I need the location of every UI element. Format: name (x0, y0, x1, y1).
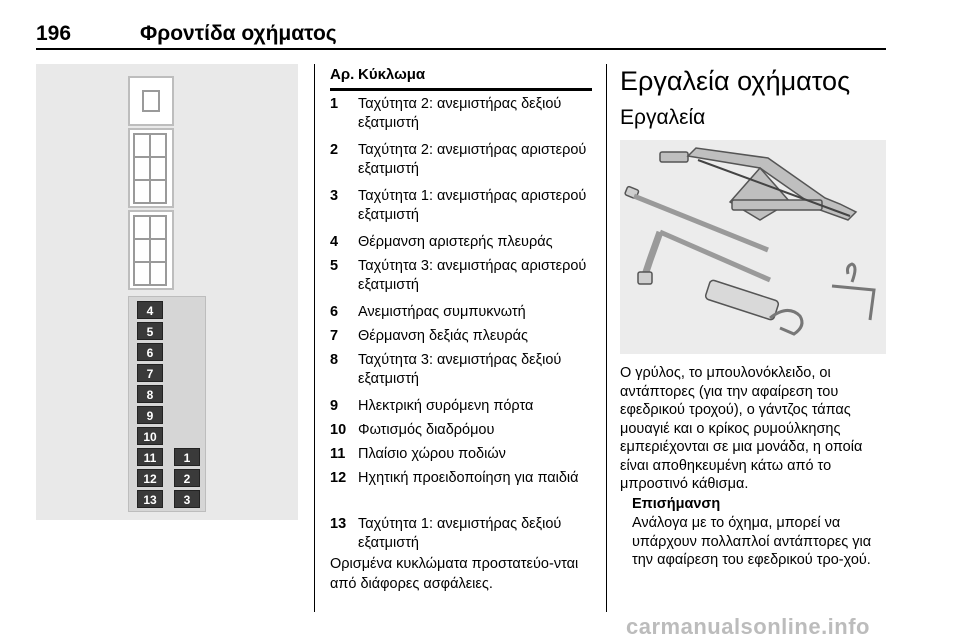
row-text: Θέρμανση δεξιάς πλευράς (358, 328, 528, 344)
watermark: carmanualsonline.info (626, 614, 870, 639)
row-text: Ταχύτητα 2: ανεμιστήρας αριστερού εξατμιστή (358, 142, 587, 177)
row-text: Ταχύτητα 1: ανεμιστήρας αριστερού εξατμιστή (358, 188, 587, 223)
fuse-11: 11 (137, 448, 163, 466)
row-number: 11 (330, 446, 346, 462)
row-text: Ταχύτητα 3: ανεμιστήρας δεξιού εξατμιστή (358, 352, 562, 387)
row-text: Ηχητική προειδοποίηση για παιδιά (358, 470, 579, 486)
fuse-9: 9 (137, 406, 163, 424)
note-body: Ανάλογα με το όχημα, μπορεί να υπάρχουν πολλαπλοί αντάπτορες για την αφαίρεση του εφεδρικού τρο-χού. (632, 515, 872, 568)
row-number: 8 (330, 352, 339, 368)
table-footnote: Ορισμένα κυκλώματα προστατεύο-νται από διάφορες ασφάλειες. (330, 556, 579, 592)
header-rule (36, 48, 886, 50)
page-number: 196 (36, 22, 72, 45)
fuse-panel (128, 296, 206, 512)
fuse-block-upper (128, 128, 174, 208)
table-row (330, 187, 592, 233)
row-number: 2 (330, 142, 339, 158)
fuse-slot (149, 179, 167, 204)
fuse-2: 2 (174, 469, 200, 487)
fuse-slot (149, 156, 167, 181)
adapter-icon (705, 279, 802, 334)
row-number: 6 (330, 304, 339, 320)
column-divider (606, 64, 607, 612)
row-text: Φωτισμός διαδρόμου (358, 422, 495, 438)
row-text: Ανεμιστήρας συμπυκνωτή (358, 304, 526, 320)
row-number: 4 (330, 234, 339, 250)
row-number: 3 (330, 188, 339, 204)
fuse-13: 13 (137, 490, 163, 508)
table-row (330, 469, 592, 515)
fuse-slot (149, 133, 167, 158)
table-row (330, 303, 592, 327)
fuse-table (330, 64, 592, 561)
table-row (330, 95, 592, 141)
row-number: 10 (330, 422, 347, 438)
fuse-7: 7 (137, 364, 163, 382)
tools-drawing (620, 140, 886, 354)
row-number: 9 (330, 398, 339, 414)
table-row (330, 233, 592, 257)
section-title: Φροντίδα οχήματος (140, 22, 337, 45)
vehicle-tools-illustration (620, 140, 886, 354)
tools-heading: Εργαλεία οχήματος (620, 66, 851, 96)
header-no: Αρ. (330, 66, 355, 83)
fuse-8: 8 (137, 385, 163, 403)
table-header (330, 64, 592, 91)
row-text: Ηλεκτρική συρόμενη πόρτα (358, 398, 534, 414)
table-row (330, 141, 592, 187)
row-number: 12 (330, 470, 347, 486)
jack-icon (660, 148, 856, 220)
fuse-12: 12 (137, 469, 163, 487)
fuse-slot (149, 238, 167, 263)
fuse-3: 3 (174, 490, 200, 508)
fuse-slot (149, 215, 167, 240)
table-row (330, 397, 592, 421)
table-row (330, 327, 592, 351)
column-divider (314, 64, 315, 612)
fuse-5: 5 (137, 322, 163, 340)
wrench-icon (638, 232, 770, 284)
row-text: Πλαίσιο χώρου ποδιών (358, 446, 506, 462)
fuse-6: 6 (137, 343, 163, 361)
tools-subheading: Εργαλεία (620, 106, 706, 129)
fuse-block-middle (128, 210, 174, 290)
fuse-slot (149, 261, 167, 286)
table-row (330, 421, 592, 445)
row-number: 7 (330, 328, 339, 344)
table-row (330, 445, 592, 469)
row-text: Ταχύτητα 3: ανεμιστήρας αριστερού εξατμιστή (358, 258, 587, 293)
note-title: Επισήμανση (632, 496, 721, 512)
fuse-block-top (128, 76, 174, 126)
row-text: Ταχύτητα 2: ανεμιστήρας δεξιού εξατμιστή (358, 96, 562, 131)
row-number: 1 (330, 96, 339, 112)
fuse-4: 4 (137, 301, 163, 319)
fuse-1: 1 (174, 448, 200, 466)
table-row (330, 351, 592, 397)
hook-icon (832, 264, 874, 320)
row-text: Θέρμανση αριστερής πλευράς (358, 234, 553, 250)
fuse-10: 10 (137, 427, 163, 445)
table-row (330, 257, 592, 303)
row-text: Ταχύτητα 1: ανεμιστήρας δεξιού εξατμιστή (358, 516, 562, 551)
row-number: 13 (330, 516, 347, 532)
row-number: 5 (330, 258, 339, 274)
tools-description: Ο γρύλος, το μπουλονόκλειδο, οι αντάπτορες (για την αφαίρεση του εφεδρικού τροχού), ο γάντζος τάπας μουαγιέ και ο κρίκος ρυμούλκησης εμπεριέχονται σε μια μονάδα, η οποία είναι αποθηκευμένη κάτω από το μπροστινό κάθισμα. (620, 365, 863, 492)
page-header (36, 18, 886, 48)
header-circuit: Κύκλωμα (358, 66, 426, 83)
fuse-slot (142, 90, 160, 112)
